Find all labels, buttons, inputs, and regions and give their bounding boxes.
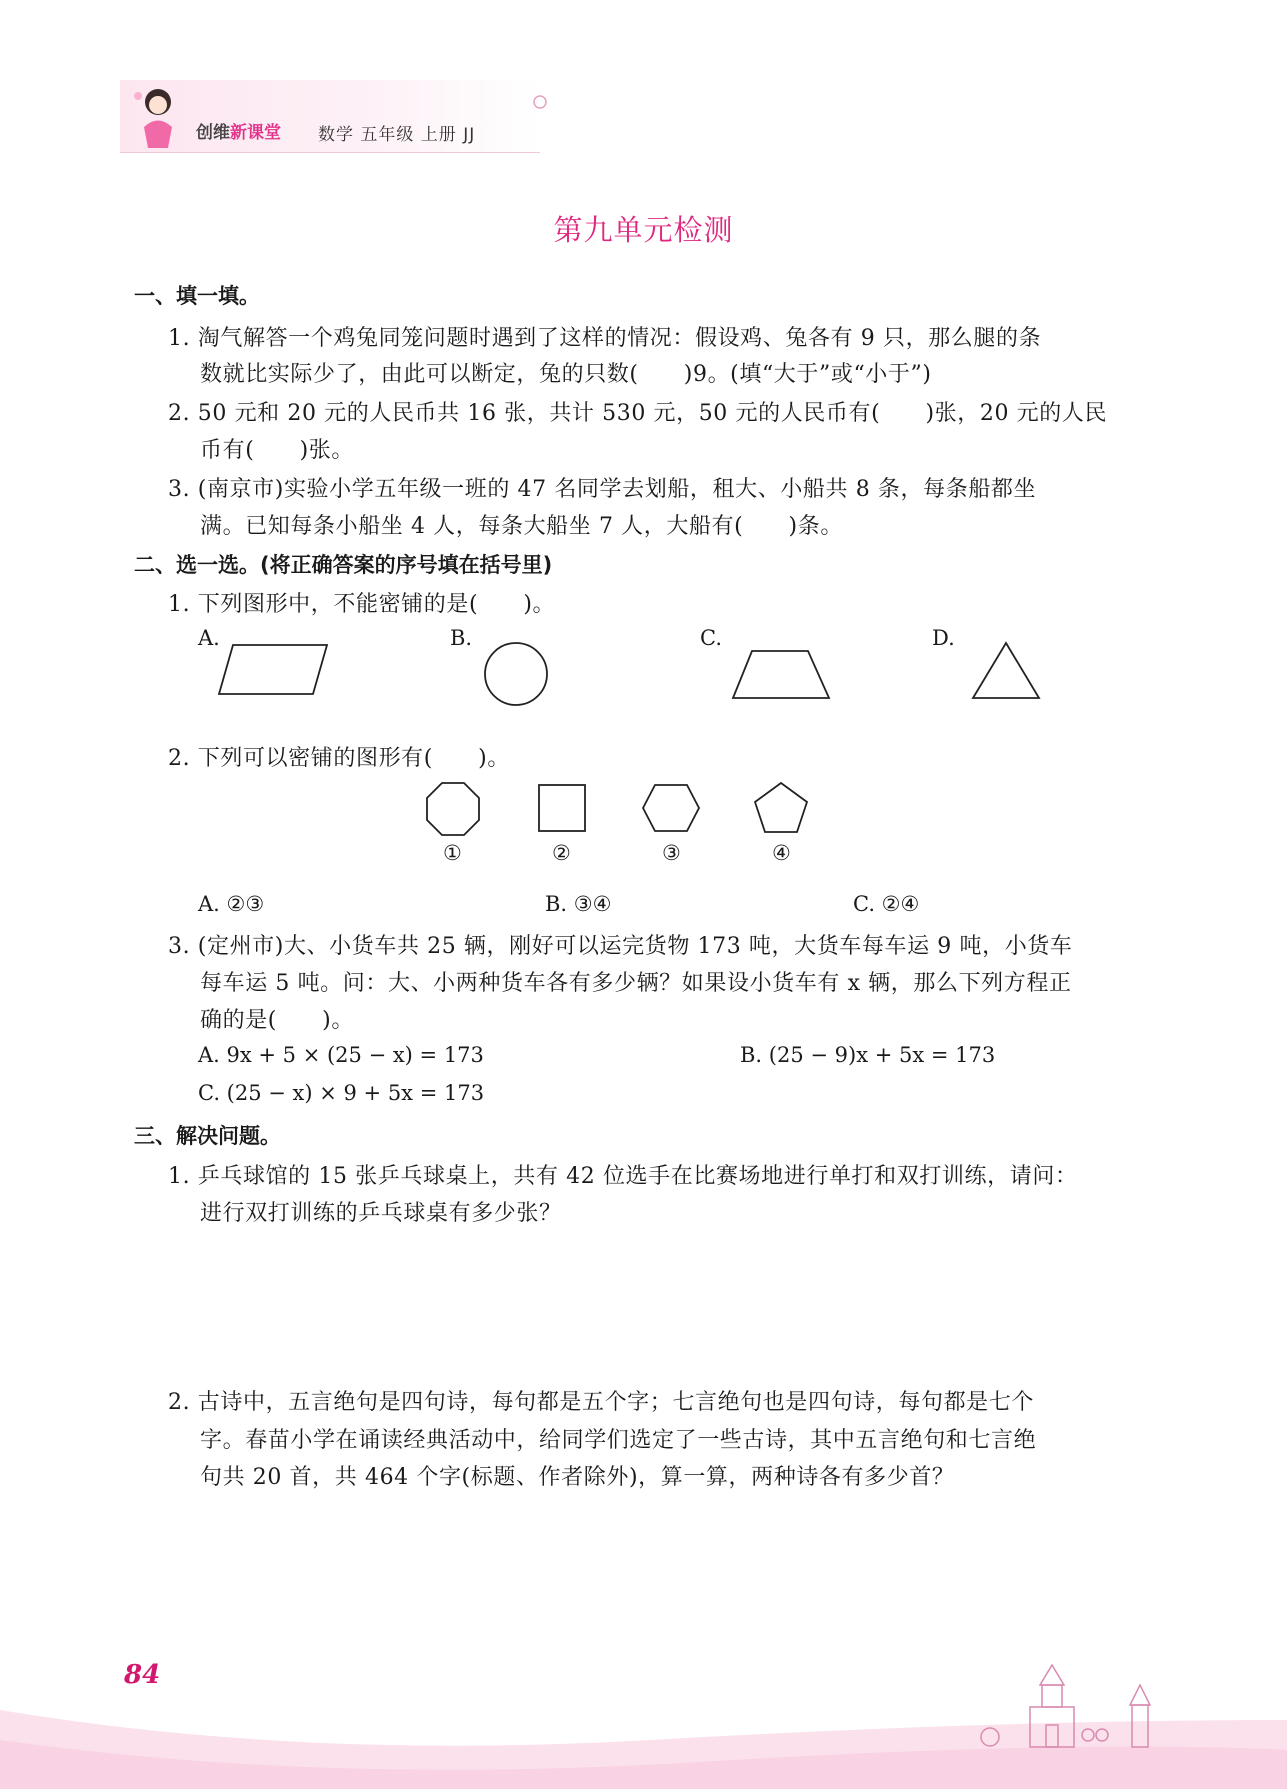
book-info: 数学 五年级 上册 JJ bbox=[318, 125, 476, 145]
page-number: 84 bbox=[124, 1660, 161, 1690]
hexagon-shape bbox=[640, 782, 702, 834]
brand-part-1: 创维 bbox=[196, 123, 230, 143]
question-3-1-line-1: 1. 乒乓球馆的 15 张乒乓球桌上，共有 42 位选手在比赛场地进行单打和双打训练，请问： bbox=[168, 1164, 1078, 1189]
option-b-label: B. bbox=[450, 626, 473, 650]
option-2-2-b: B. ③④ bbox=[545, 892, 612, 916]
question-2-3-line-2: 每车运 5 吨。问：大、小两种货车各有多少辆？如果设小货车有 x 辆，那么下列方程正 bbox=[200, 971, 1072, 996]
question-1-3-line-1: 3. (南京市)实验小学五年级一班的 47 名同学去划船，租大、小船共 8 条，每条船都坐 bbox=[168, 477, 1037, 502]
castle-icon bbox=[960, 1655, 1180, 1765]
question-3-1-line-2: 进行双打训练的乒乓球桌有多少张？ bbox=[200, 1201, 562, 1226]
question-3-2-line-1: 2. 古诗中，五言绝句是四句诗，每句都是五个字；七言绝句也是四句诗，每句都是七个 bbox=[168, 1390, 1034, 1415]
option-a-label: A. bbox=[198, 626, 220, 650]
brand-name bbox=[196, 118, 281, 143]
option-c-label: C. bbox=[700, 626, 722, 650]
option-2-2-a: A. ②③ bbox=[198, 892, 265, 916]
question-2-3-line-1: 3. (定州市)大、小货车共 25 辆，刚好可以运完货物 173 吨，大货车每车运 9 吨，小货车 bbox=[168, 934, 1073, 959]
option-2-2-c: C. ②④ bbox=[853, 892, 920, 916]
shape-label-4: ④ bbox=[772, 841, 791, 865]
parallelogram-shape bbox=[215, 640, 335, 700]
flower-icon bbox=[530, 92, 550, 112]
section-2-heading: 二、选一选。(将正确答案的序号填在括号里) bbox=[134, 553, 553, 577]
question-1-1-line-1: 1. 淘气解答一个鸡兔同笼问题时遇到了这样的情况：假设鸡、兔各有 9 只，那么腿的条 bbox=[168, 326, 1042, 351]
trapezoid-shape bbox=[730, 648, 834, 708]
question-1-1-line-2: 数就比实际少了，由此可以断定，兔的只数( )9。(填“大于”或“小于”) bbox=[200, 362, 932, 387]
page-title: 第九单元检测 bbox=[553, 213, 734, 247]
section-1-heading: 一、填一填。 bbox=[134, 284, 260, 308]
question-1-3-line-2: 满。已知每条小船坐 4 人，每条大船坐 7 人，大船有( )条。 bbox=[200, 514, 843, 539]
option-2-3-a: A. 9x + 5 × (25 − x) = 173 bbox=[198, 1043, 484, 1067]
option-2-3-b: B. (25 − 9)x + 5x = 173 bbox=[740, 1043, 996, 1067]
question-3-2-line-2: 字。春苗小学在诵读经典活动中，给同学们选定了一些古诗，其中五言绝句和七言绝 bbox=[200, 1428, 1037, 1453]
section-3-heading: 三、解决问题。 bbox=[134, 1124, 281, 1148]
shape-label-3: ③ bbox=[662, 841, 681, 865]
option-2-3-c: C. (25 − x) × 9 + 5x = 173 bbox=[198, 1081, 485, 1105]
triangle-shape bbox=[970, 640, 1042, 704]
octagon-shape bbox=[424, 780, 482, 838]
question-2-1: 1. 下列图形中，不能密铺的是( )。 bbox=[168, 592, 556, 617]
question-3-2-line-3: 句共 20 首，共 464 个字(标题、作者除外)，算一算，两种诗各有多少首？ bbox=[200, 1465, 955, 1490]
brand-part-2: 新课堂 bbox=[230, 123, 281, 143]
circle-shape bbox=[480, 640, 550, 710]
shape-label-2: ② bbox=[552, 841, 571, 865]
square-shape bbox=[536, 782, 588, 834]
cartoon-girl-icon bbox=[128, 82, 188, 152]
option-d-label: D. bbox=[932, 626, 955, 650]
pentagon-shape bbox=[752, 780, 810, 836]
question-2-3-line-3: 确的是( )。 bbox=[200, 1008, 354, 1033]
shape-label-1: ① bbox=[443, 841, 462, 865]
question-1-2-line-1: 2. 50 元和 20 元的人民币共 16 张，共计 530 元，50 元的人民币有( )张，20 元的人民 bbox=[168, 401, 1108, 426]
question-1-2-line-2: 币有( )张。 bbox=[200, 438, 354, 463]
question-2-2: 2. 下列可以密铺的图形有( )。 bbox=[168, 746, 510, 771]
